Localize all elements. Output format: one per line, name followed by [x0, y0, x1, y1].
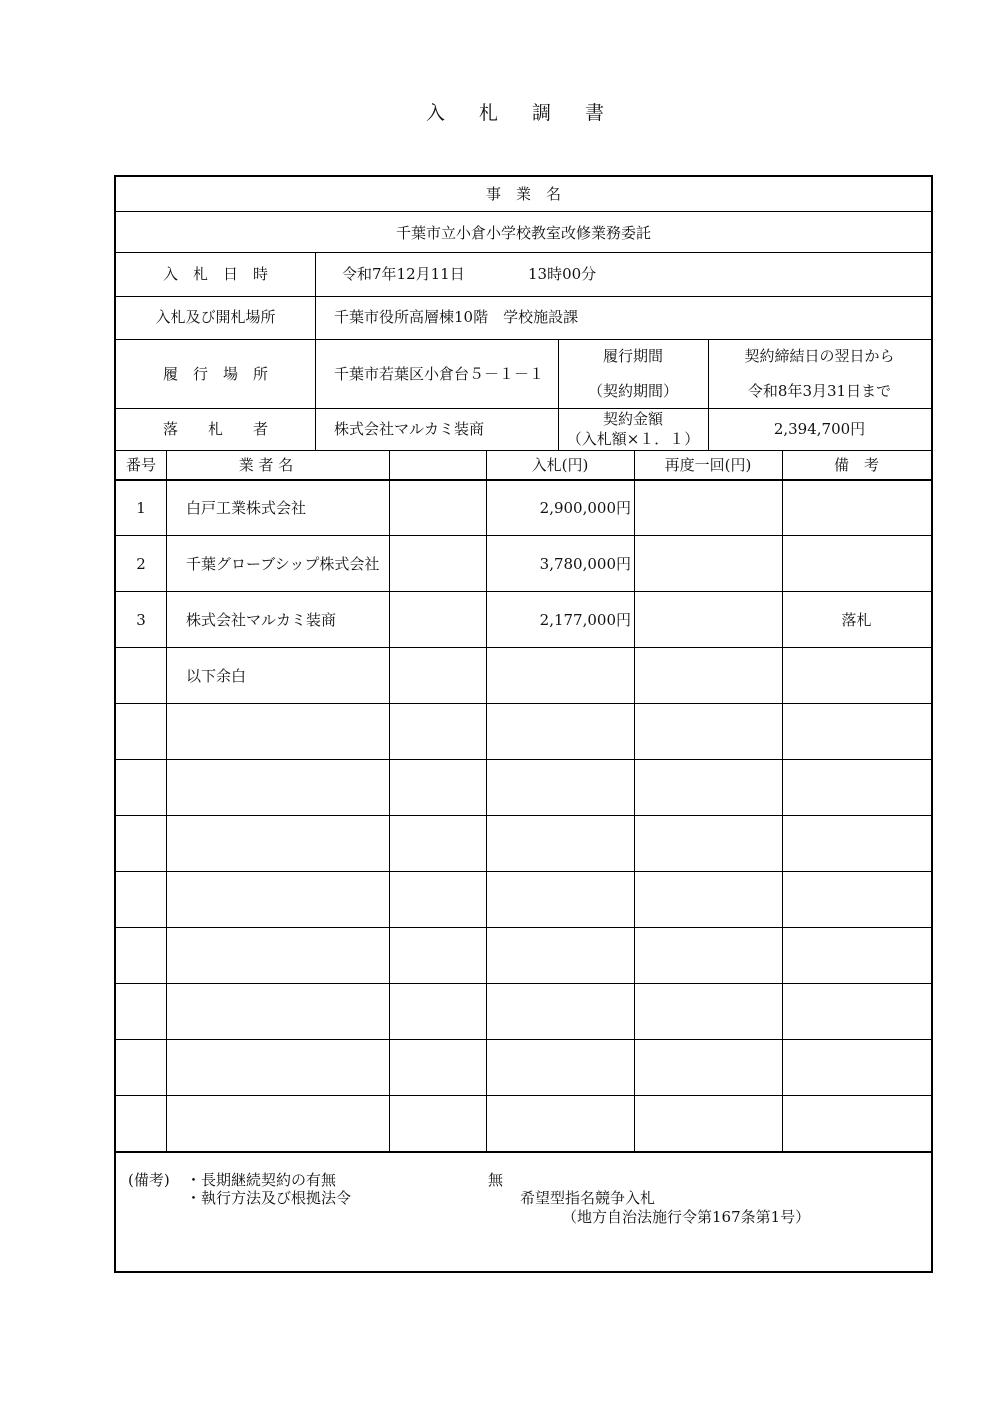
- period-value-1: 契約締結日の翌日から: [744, 347, 895, 365]
- contract-amount-value: 2,394,700円: [773, 420, 866, 438]
- table-row-name: 以下余白: [186, 667, 247, 685]
- divider: [116, 339, 931, 340]
- table-row-bid: 3,780,000円: [539, 555, 631, 573]
- divider: [116, 647, 931, 648]
- winner-label: 落 札 者: [162, 420, 268, 438]
- winner-value: 株式会社マルカミ装商: [334, 420, 485, 438]
- remarks-label: (備考): [128, 1171, 170, 1189]
- divider: [116, 1151, 931, 1153]
- divider: [116, 479, 931, 481]
- document-title: 入 札 調 書: [425, 102, 619, 124]
- remarks-item-2: ・執行方法及び根拠法令: [186, 1189, 352, 1207]
- contract-amount-label-1: 契約金額: [602, 410, 663, 428]
- divider: [116, 450, 931, 451]
- table-row-bid: 2,177,000円: [539, 611, 631, 629]
- divider: [116, 759, 931, 760]
- divider: [116, 1095, 931, 1096]
- col-header-no: 番号: [125, 456, 156, 474]
- period-label-2: （契約期間）: [587, 382, 678, 400]
- col-header-note: 備 考: [833, 456, 879, 474]
- project-header-label: 事 業 名: [485, 185, 561, 203]
- table-row-name: 白戸工業株式会社: [186, 499, 307, 517]
- col-header-bid: 入札(円): [531, 456, 589, 474]
- table-row-bid: 2,900,000円: [539, 499, 631, 517]
- period-value-2: 令和8年3月31日まで: [747, 382, 892, 400]
- divider: [116, 252, 931, 253]
- col-header-name: 業 者 名: [238, 456, 294, 474]
- execution-place-label: 履 行 場 所: [162, 365, 268, 383]
- divider: [315, 252, 316, 450]
- divider: [116, 703, 931, 704]
- divider: [116, 815, 931, 816]
- execution-place-value: 千葉市若葉区小倉台５－１－１: [334, 365, 545, 383]
- project-name: 千葉市立小倉小学校教室改修業務委託: [395, 224, 651, 242]
- contract-amount-label-2: （入札額×１．１）: [566, 430, 700, 448]
- remarks-value-1: 無: [488, 1171, 504, 1189]
- table-row-note: 落札: [841, 611, 872, 629]
- bid-datetime-label: 入 札 日 時: [162, 265, 268, 283]
- col-header-rebid: 再度一回(円): [664, 456, 752, 474]
- table-row-no: 2: [136, 555, 146, 573]
- divider: [116, 535, 931, 536]
- divider: [116, 296, 931, 297]
- divider: [389, 450, 390, 1151]
- remarks-value-3: （地方自治法施行令第167条第1号）: [562, 1208, 811, 1226]
- bid-place-label: 入札及び開札場所: [155, 308, 276, 326]
- table-row-name: 株式会社マルカミ装商: [186, 611, 337, 629]
- divider: [116, 408, 931, 409]
- divider: [116, 1039, 931, 1040]
- remarks-value-2: 希望型指名競争入札: [520, 1189, 656, 1207]
- period-label-1: 履行期間: [602, 347, 663, 365]
- bid-time: 13時00分: [528, 265, 597, 283]
- divider: [116, 211, 931, 212]
- divider: [166, 450, 167, 1151]
- divider: [116, 591, 931, 592]
- bid-date: 令和7年12月11日: [342, 265, 465, 283]
- divider: [116, 927, 931, 928]
- remarks-item-1: ・長期継続契約の有無: [186, 1171, 337, 1189]
- divider: [116, 871, 931, 872]
- divider: [782, 450, 783, 1151]
- divider: [634, 450, 635, 1151]
- table-row-name: 千葉グローブシップ株式会社: [186, 555, 380, 573]
- table-row-no: 1: [136, 499, 146, 517]
- bid-record-table: [114, 175, 933, 1273]
- bid-place-value: 千葉市役所高層棟10階 学校施設課: [334, 308, 579, 326]
- table-row-no: 3: [136, 611, 146, 629]
- divider: [116, 983, 931, 984]
